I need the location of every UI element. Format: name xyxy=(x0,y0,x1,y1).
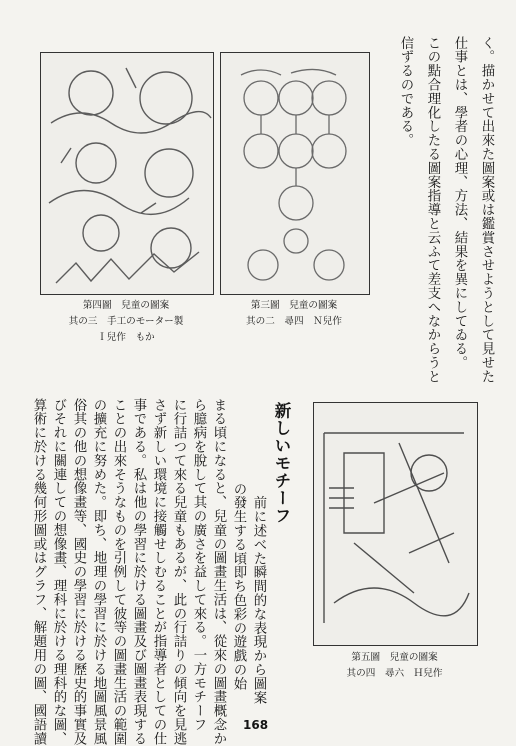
figure-3-caption-line-1: 第三圖 兒童の圖案 xyxy=(250,300,338,311)
figure-4-caption-line-2: 其の三 手工のモーター製 xyxy=(68,316,184,327)
figure-3-drawing xyxy=(220,52,370,295)
figure-3-sketch xyxy=(221,53,369,294)
body-line-11: びそれに關連しての想像畫、理科に於ける理科的な圖、 xyxy=(51,398,66,746)
top-line-4: 信ずるのである。 xyxy=(398,36,413,148)
body-line-10: 俗其の他の想像畫等、國史の學習に於ける歷史的事實及 xyxy=(71,398,86,746)
figure-5-sketch xyxy=(314,403,477,645)
body-line-6: さず新しい環境に接觸せしむることが指導者としての仕 xyxy=(151,398,166,746)
body-line-8: ことの出來そうなものを引例して彼等の圖畫生活の範圍 xyxy=(111,398,126,746)
body-line-1: 前に述べた瞬間的な表現から圖案 xyxy=(251,482,266,705)
body-line-12: 算術に於ける幾何形圖或はグラフ、解題用の圖、國語讀 xyxy=(31,398,46,746)
figure-4-drawing xyxy=(40,52,214,295)
top-line-1: く。描かせて出來た圖案或は鑑賞させようとして見せた xyxy=(479,36,494,384)
figure-4-caption xyxy=(40,298,212,346)
figure-3-caption-line-2: 其の二 尋四 Ｎ兒作 xyxy=(246,316,342,327)
page-number: 168 xyxy=(243,718,269,732)
figure-4-sketch xyxy=(41,53,213,294)
top-line-2: 仕事とは、學者の心理、方法、結果を異にしてゐる。 xyxy=(452,36,467,370)
top-line-3: この點合理化したる圖案指導と云ふて差支へなからうと xyxy=(425,36,440,384)
figure-5-drawing xyxy=(313,402,478,646)
body-line-3: まる頃になると、兒童の圖畫生活は、從來の圖畫概念か xyxy=(211,398,226,746)
body-line-5: に行詰つて來る兒童もあるが、此の行詰りの傾向を見逃 xyxy=(171,398,186,746)
body-line-7: 事である。私は他の學習に於ける圖畫及び圖畫表現する xyxy=(131,398,146,746)
figure-5-caption xyxy=(313,650,476,682)
body-line-2: の發生する頃即ち色彩の遊戲の始 xyxy=(231,482,246,691)
section-heading: 新しいモチーフ xyxy=(272,402,291,525)
figure-3-caption xyxy=(220,298,368,330)
body-line-4: ら臆病を脫して其の廣さを益して來る。一方モチーフ xyxy=(191,398,206,732)
top-paragraph xyxy=(376,36,496,384)
body-line-9: の擴充に努めた。即ち、地理の學習に於ける地圖風景風 xyxy=(91,398,106,746)
figure-4-caption-line-3: Ｉ兒作 もか xyxy=(97,332,155,343)
figure-5-caption-line-1: 第五圖 兒童の圖案 xyxy=(351,652,438,663)
figure-4-caption-line-1: 第四圖 兒童の圖案 xyxy=(82,300,170,311)
figure-5-caption-line-2: 其の四 尋六 Ｈ兒作 xyxy=(346,668,443,679)
